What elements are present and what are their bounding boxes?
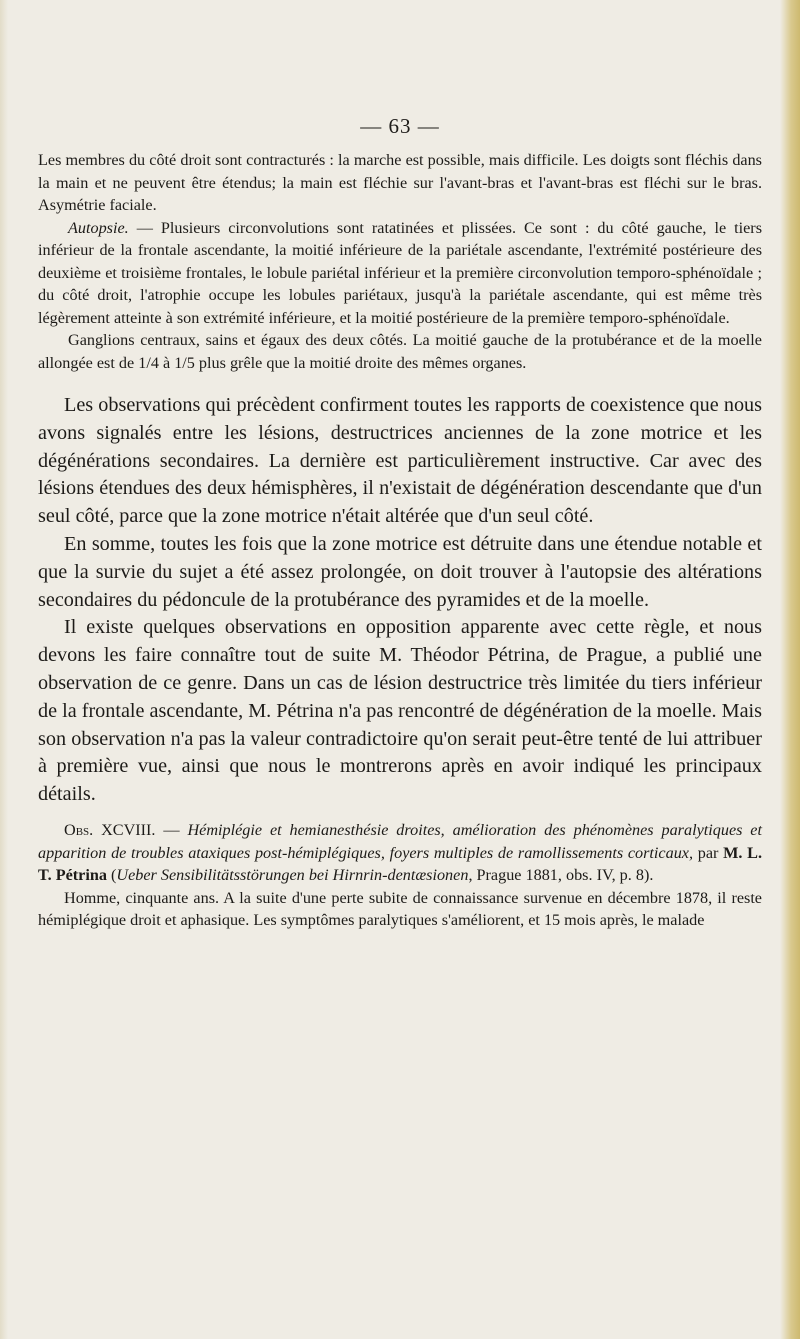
observation-title: Hémiplégie et hemianesthésie droites, amélioration des phénomènes paralytiques et apparition de troubles ataxiques post-hémiplégiques, foyers multiples de ramollissements corticaux, [38,820,762,862]
main-paragraph-1: Les observations qui précèdent confirment toutes les rapports de coexistence que nous avons signalés entre les lésions, destructrices anciennes de la zone motrice et les dégénérations secondaires. La dernière est particulièrement instructive. Car avec des lésions étendues des deux hémisphères, il n'existait de dégénération descendante que d'un seul côté, parce que la zone motrice n'était altérée que d'un seul côté. [38,394,762,528]
observation-heading: Obs. XCVIII. — Hémiplégie et hemianesthésie droites, amélioration des phénomènes paralytiques et apparition de troubles ataxiques post-hémiplégiques, foyers multiples de ramollissements corticaux, par M. L. T. Pétrina (Ueber Sensibilitätsstörungen bei Hirnrin-dentæsionen, Prague 1881, obs. IV, p. 8). [38,820,763,885]
page-edge-shadow [0,0,8,1339]
observation-reference-details: , Prague 1881, obs. IV, p. 8). [468,866,654,885]
main-text-block [38,392,762,809]
page-edge-yellowing [780,0,800,1339]
autopsy-text: — Plusieurs circonvolutions sont ratatinées et plissées. Ce sont : du côté gauche, le tiers inférieur de la frontale ascendante, la moitié inférieure de la pariétale ascendante, l'extrémité postérieure des deuxième et troisième frontales, le lobule pariétal inférieur et la première circonvolution temporo-sphénoïdale ; du côté droit, l'atrophie occupe les lobules pariétaux, jusqu'à la pariétale ascendante, qui est même très légèrement atteinte à son extrémité inférieure, et la moitié postérieure de la première temporo-sphénoïdale. [38,218,762,327]
observation-paragraph: Homme, cinquante ans. A la suite d'une perte subite de connaissance survenue en décembre 1878, il reste hémiplégique droit et aphasique. Les symptômes paralytiques s'améliorent, et 15 mois après, le malade [38,888,762,930]
main-paragraph-2: En somme, toutes les fois que la zone motrice est détruite dans une étendue notable et que la survie du sujet a été assez prolongée, on doit trouver à l'autopsie des altérations secondaires du pédoncule de la protubérance des pyramides et de la moelle. [38,532,762,611]
autopsy-label: Autopsie. [68,218,129,237]
observation-block [38,819,762,932]
observation-reference-title: Ueber Sensibilitätsstörungen bei Hirnrin-dentæsionen [116,866,469,885]
page-number: — 63 — [360,114,440,138]
case-paragraph-ganglions: Ganglions centraux, sains et égaux des deux côtés. La moitié gauche de la protubérance et de la moelle allongée est de 1/4 à 1/5 plus grêle que la moitié droite des mêmes organes. [38,331,762,372]
observation-label: Obs. XCVIII. [64,820,156,839]
observation-author: M. L. T. Pétrina [38,843,763,885]
case-paragraph-symptoms: Les membres du côté droit sont contracturés : la marche est possible, mais difficile. Les doigts sont fléchis dans la main et ne peuvent être étendus; la main est fléchie sur l'avant-bras et l'avant-bras est fléchi sur le bras. Asymétrie faciale. [38,151,762,214]
main-paragraph-3: Il existe quelques observations en opposition apparente avec cette règle, et nous devons les faire connaître tout de suite M. Théodor Pétrina, de Prague, a publié une observation de ce genre. Dans un cas de lésion destructrice très limitée du tiers inférieur de la frontale ascendante, M. Pétrina n'a pas rencontré de dégénération de la moelle. Mais son observation n'a pas la valeur contradictoire qu'on serait peut-être tenté de lui attribuer à première vue, ainsi que nous le montrerons après en avoir indiqué les principaux détails. [38,616,762,806]
case-paragraph-autopsy [38,217,762,330]
case-description-block [38,149,762,374]
book-page [38,114,762,932]
